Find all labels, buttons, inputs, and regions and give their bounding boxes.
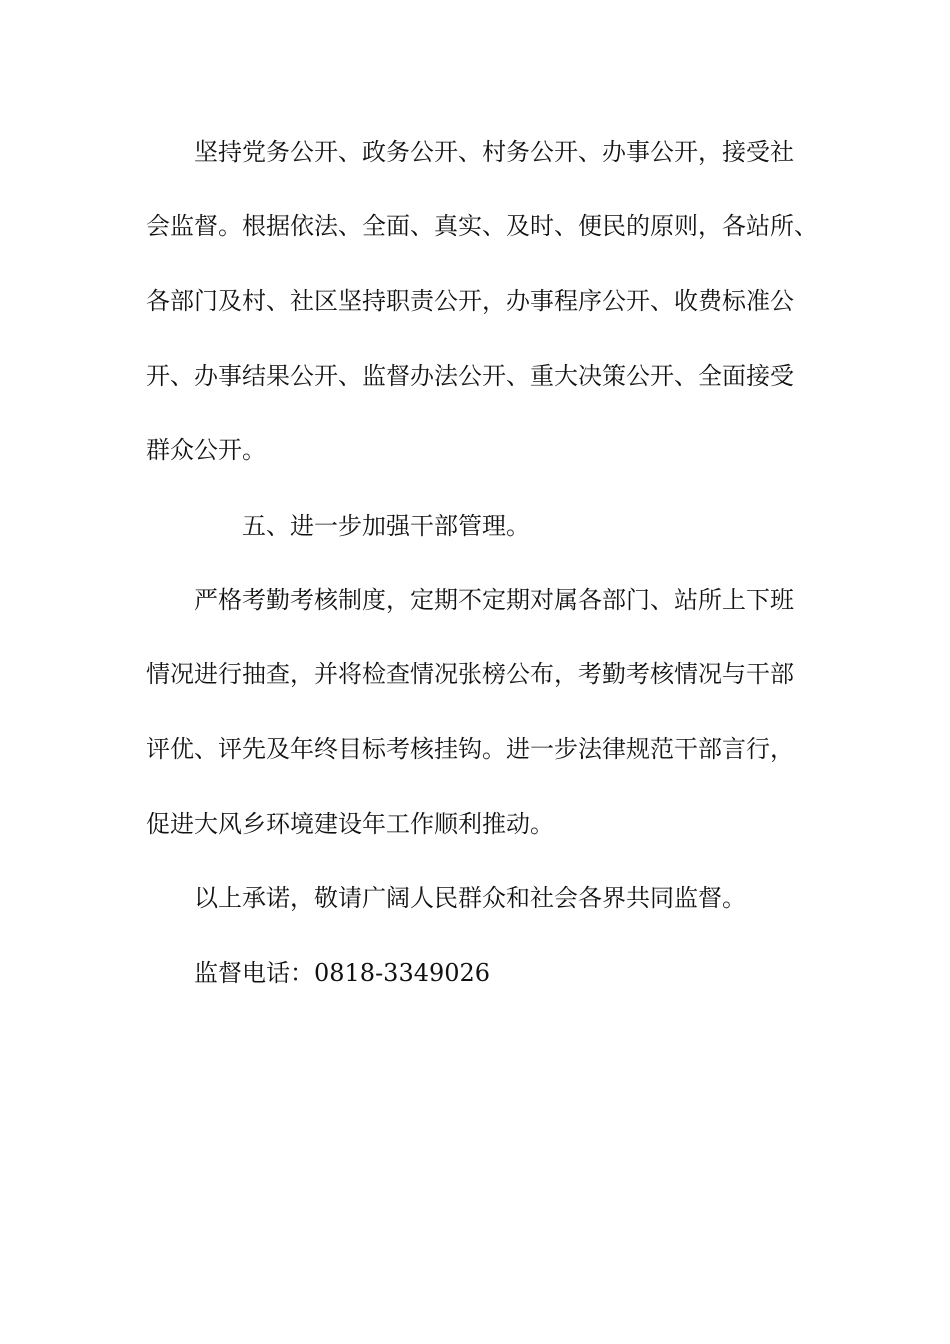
paragraph-2-line-1: 严格考勤考核制度，定期不定期对属各部门、站所上下班 bbox=[194, 586, 794, 614]
paragraph-1-line-4: 开、办事结果公开、监督办法公开、重大决策公开、全面接受 bbox=[146, 362, 794, 390]
paragraph-1-line-5: 群众公开。 bbox=[146, 436, 266, 464]
supervision-phone: 监督电话：0818-3349026 bbox=[194, 959, 491, 987]
section-heading: 五、进一步加强干部管理。 bbox=[242, 512, 530, 540]
closing-statement: 以上承诺，敬请广阔人民群众和社会各界共同监督。 bbox=[194, 884, 746, 912]
paragraph-2-line-2: 情况进行抽查，并将检查情况张榜公布，考勤考核情况与干部 bbox=[146, 660, 794, 688]
paragraph-2-line-4: 促进大风乡环境建设年工作顺利推动。 bbox=[146, 810, 554, 838]
paragraph-1-line-2: 会监督。根据依法、全面、真实、及时、便民的原则，各站所、 bbox=[146, 212, 818, 240]
paragraph-1-line-1: 坚持党务公开、政务公开、村务公开、办事公开，接受社 bbox=[194, 138, 794, 166]
paragraph-2-line-3: 评优、评先及年终目标考核挂钩。进一步法律规范干部言行， bbox=[146, 735, 794, 763]
paragraph-1-line-3: 各部门及村、社区坚持职责公开，办事程序公开、收费标准公 bbox=[146, 287, 794, 315]
